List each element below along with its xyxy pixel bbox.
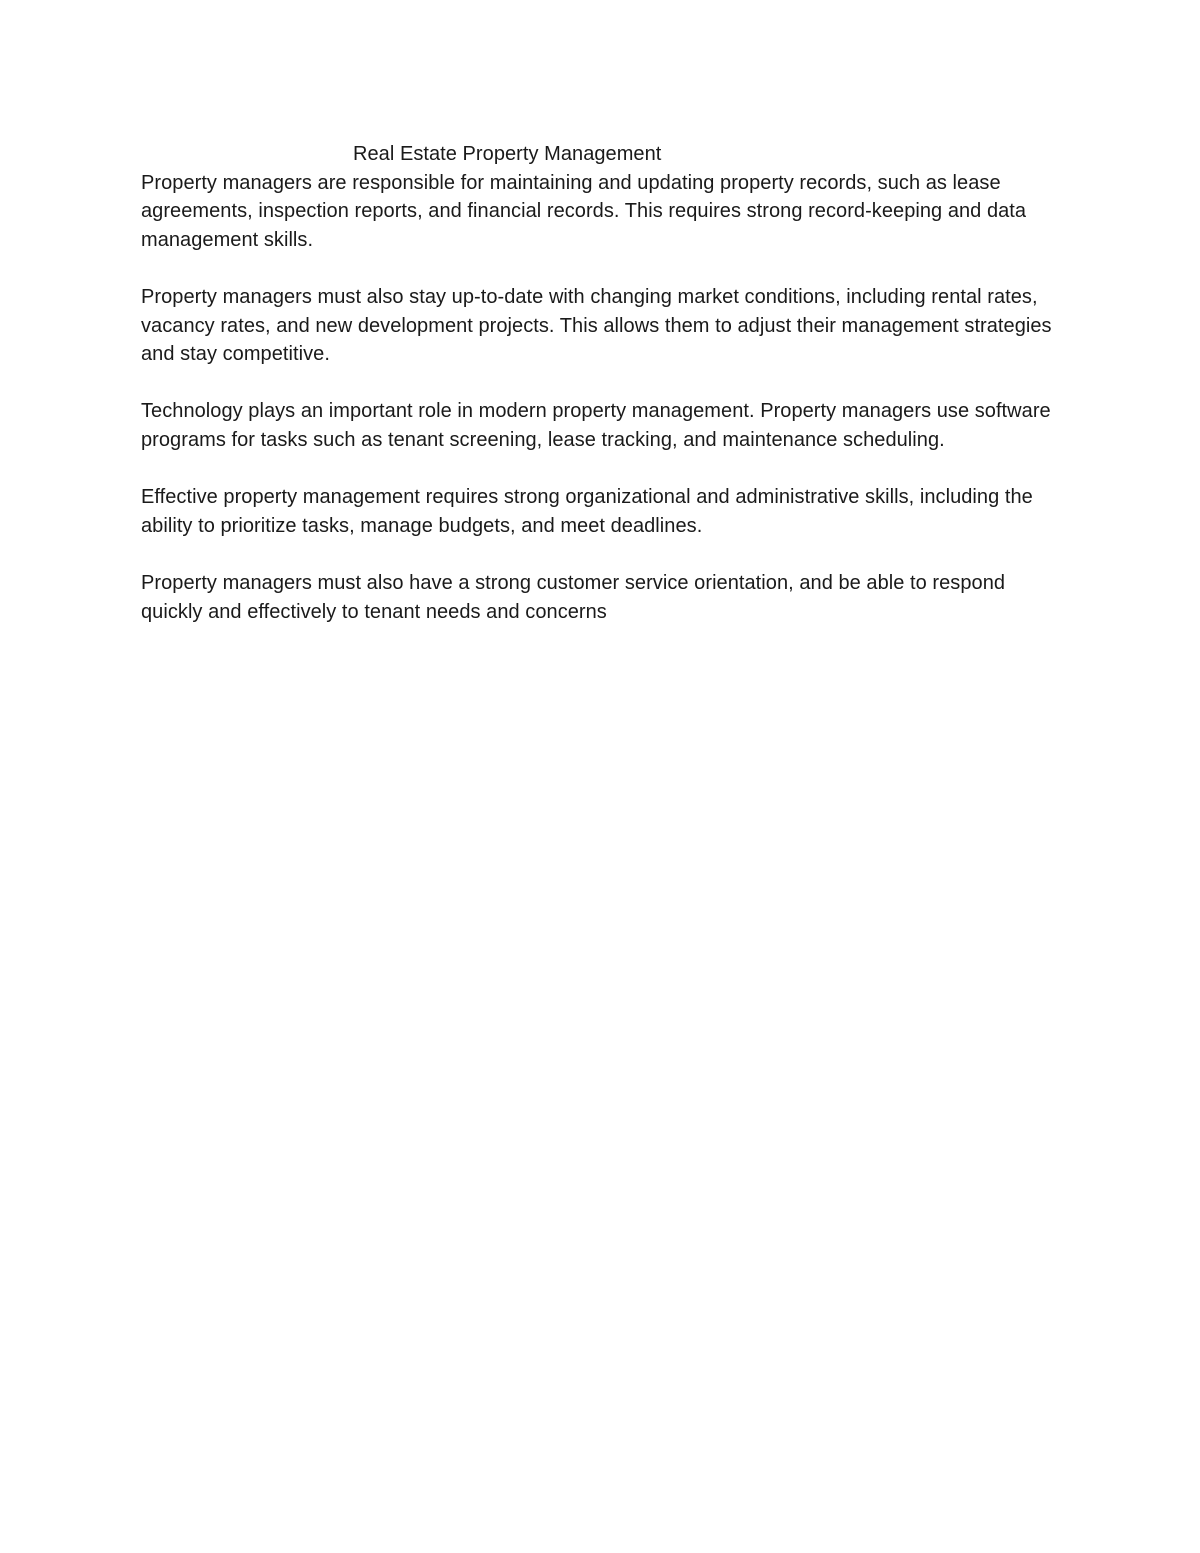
document-title: Real Estate Property Management <box>353 143 662 165</box>
paragraph-technology: Technology plays an important role in modern property management. Property managers use software programs for tasks such as tenant screening, lease tracking, and maintenance scheduling. <box>141 400 1051 451</box>
document-body <box>141 140 1071 626</box>
paragraph-customer-service: Property managers must also have a strong customer service orientation, and be able to respond quickly and effectively to tenant needs and concerns <box>141 571 1006 623</box>
paragraph-organizational-skills: Effective property management requires strong organizational and administrative skills, including the ability to prioritize tasks, manage budgets, and meet deadlines. <box>141 486 1033 537</box>
paragraph-market-conditions: Property managers must also stay up-to-date with changing market conditions, including rental rates, vacancy rates, and new development projects. This allows them to adjust their management strategies and stay competitive. <box>141 285 1052 366</box>
paragraph-record-keeping: Property managers are responsible for maintaining and updating property records, such as lease agreements, inspection reports, and financial records. This requires strong record-keeping and data management skills. <box>141 171 1027 251</box>
